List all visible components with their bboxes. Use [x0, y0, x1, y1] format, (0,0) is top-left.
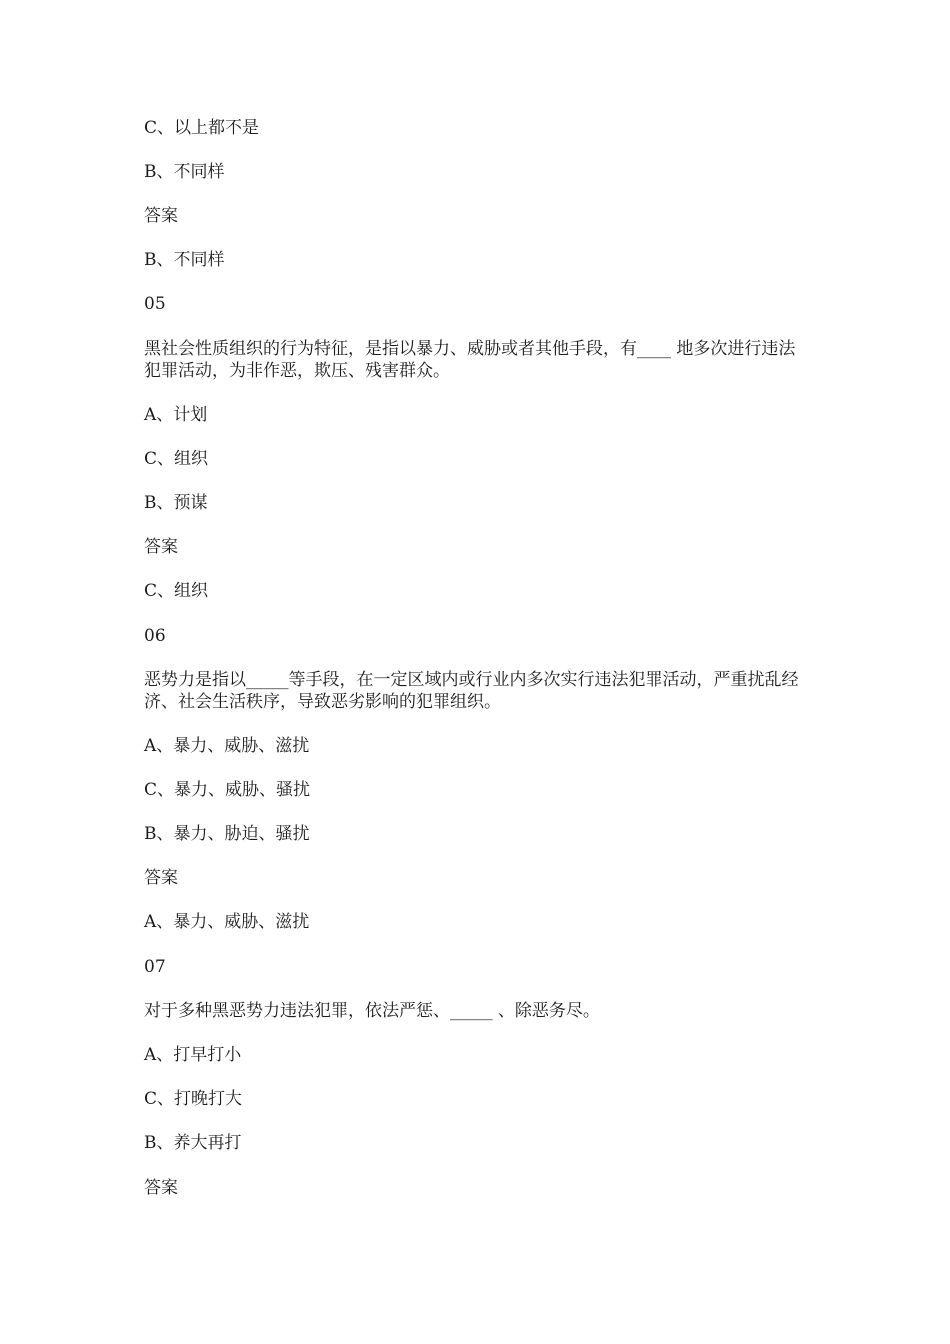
- option-b: B、预谋: [144, 493, 208, 513]
- option-a: A、计划: [144, 405, 208, 425]
- answer-label: 答案: [144, 537, 178, 557]
- option-b-prev: B、不同样: [144, 162, 225, 182]
- option-c-prev: C、以上都不是: [144, 118, 260, 138]
- question-text: 对于多种黑恶势力违法犯罪，依法严惩、_____ 、除恶务尽。: [144, 1001, 600, 1021]
- option-a: A、打早打小: [144, 1045, 242, 1065]
- question-number: 05: [144, 294, 166, 314]
- answer-label: 答案: [144, 206, 178, 226]
- option-a: A、暴力、威胁、滋扰: [144, 736, 310, 756]
- answer-value: B、不同样: [144, 250, 225, 270]
- question-number: 07: [144, 957, 166, 977]
- answer-label: 答案: [144, 868, 178, 888]
- option-b: B、养大再打: [144, 1133, 242, 1153]
- question-text: 恶势力是指以_____等手段，在一定区域内或行业内多次实行违法犯罪活动，严重扰乱经济、社会生活秩序，导致恶劣影响的犯罪组织。: [144, 670, 799, 712]
- question-text: 黑社会性质组织的行为特征，是指以暴力、威胁或者其他手段，有____ 地多次进行违法犯罪活动，为非作恶，欺压、残害群众。: [144, 339, 796, 381]
- option-c: C、暴力、威胁、骚扰: [144, 780, 311, 800]
- option-c: C、组织: [144, 449, 209, 469]
- question-number: 06: [144, 626, 166, 646]
- answer-value: C、组织: [144, 581, 209, 601]
- option-b: B、暴力、胁迫、骚扰: [144, 824, 310, 844]
- option-c: C、打晚打大: [144, 1089, 243, 1109]
- answer-label: 答案: [144, 1178, 178, 1198]
- answer-value: A、暴力、威胁、滋扰: [144, 912, 310, 932]
